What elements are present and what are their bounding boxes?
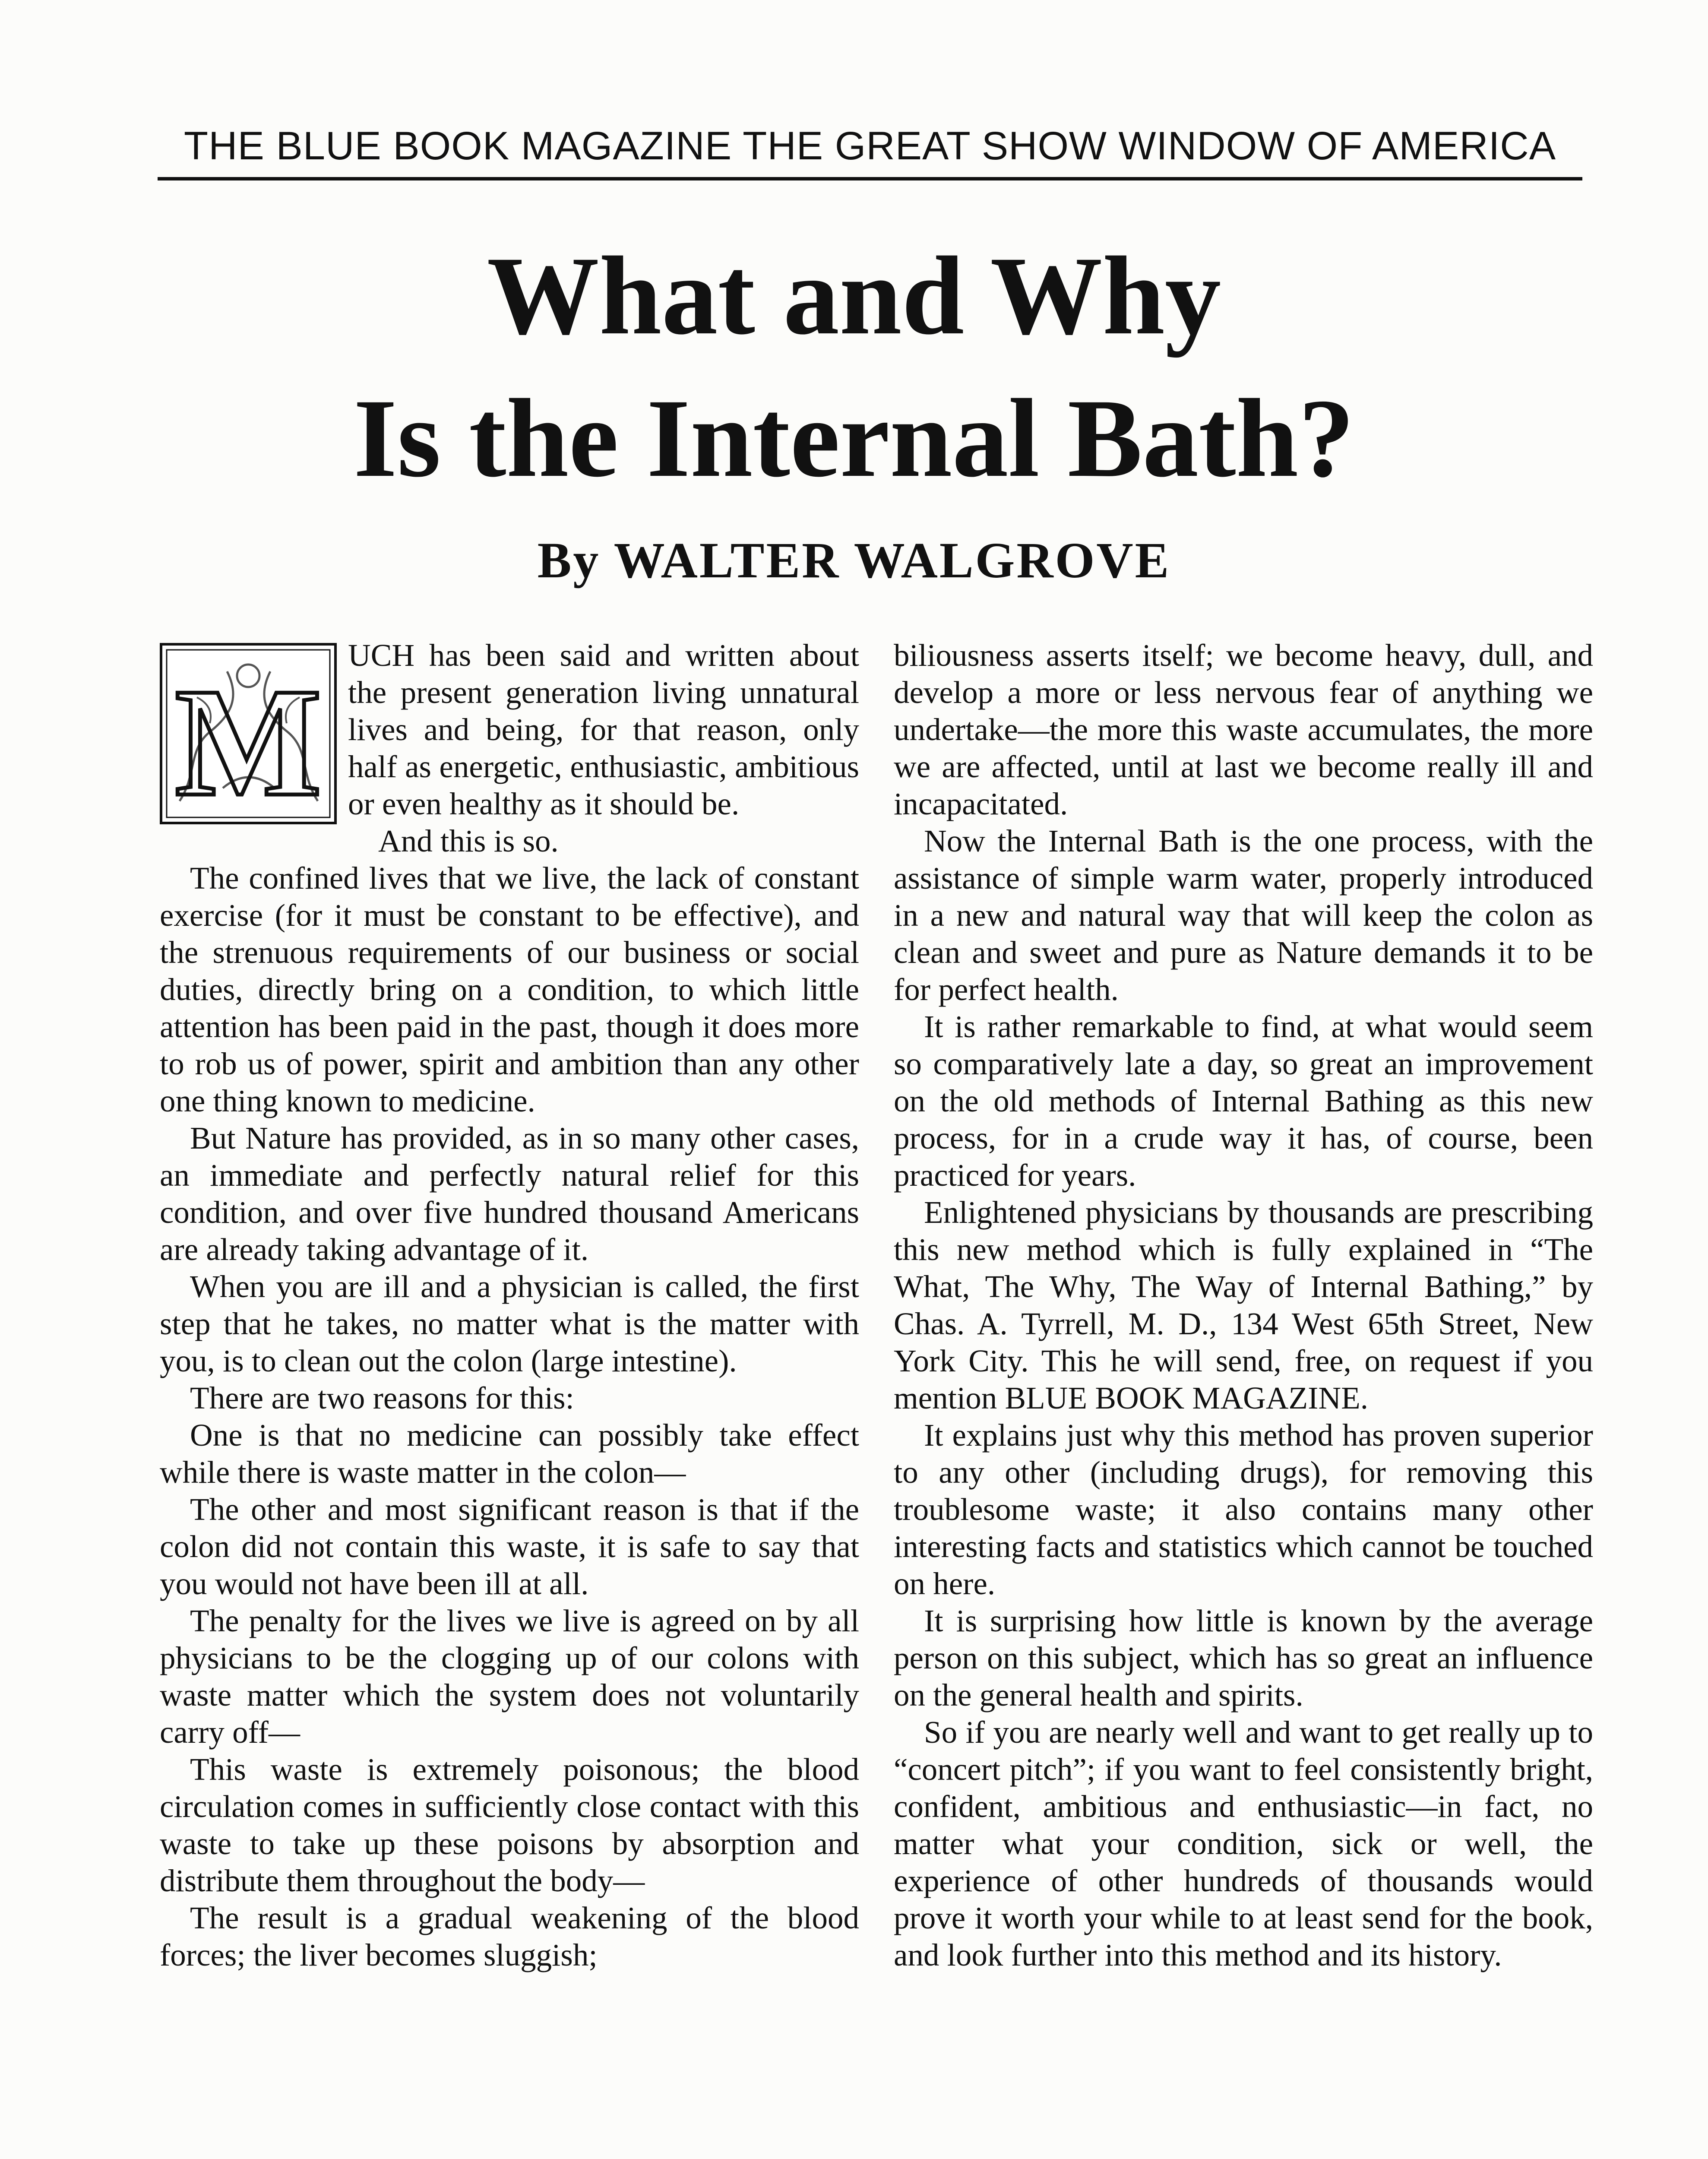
paragraph: So if you are nearly well and want to get really up to “concert pitch”; if you want to feel consistently bright, confident, ambitious and enthusiastic—in fact, no matter what your condition, sick or well, the experience of other hundreds of thousands would prove it worth your while to at least send for the book, and look further into this method and its history. <box>894 1715 1593 1972</box>
article-byline: By WALTER WALGROVE <box>537 532 1171 589</box>
ornament-vine-icon <box>162 646 334 822</box>
article-column-left <box>160 637 859 1974</box>
header-rule <box>158 177 1582 180</box>
drop-cap-letter: M <box>175 656 322 822</box>
paragraph: But Nature has provided, as in so many other cases, an immediate and perfectly natural relief for this condition, and over five hundred thousand Americans are already taking advantage of it. <box>160 1121 859 1267</box>
paragraph: It is surprising how little is known by the average person on this subject, which has so great an influence on the general health and spirits. <box>894 1603 1593 1713</box>
paragraph: One is that no medicine can possibly take effect while there is waste matter in the colon— <box>160 1418 859 1490</box>
title-line-1: What and Why <box>487 234 1221 358</box>
paragraph: The penalty for the lives we live is agreed on by all physicians to be the clogging up of our colons with waste matter which the system does not voluntarily carry off— <box>160 1603 859 1750</box>
paragraph: The result is a gradual weakening of the blood forces; the liver becomes sluggish; <box>160 1900 859 1972</box>
paragraph: Now the Internal Bath is the one process, with the assistance of simple warm water, properly introduced in a new and natural way that will keep the colon as clean and sweet and pure as Nature demands it to be for perfect health. <box>894 823 1593 1007</box>
paragraph: And this is so. <box>378 823 559 858</box>
paragraph: The other and most significant reason is that if the colon did not contain this waste, it is safe to say that you would not have been ill at all. <box>160 1492 859 1601</box>
paragraph: This waste is extremely poisonous; the blood circulation comes in sufficiently close contact with this waste to take up these poisons by absorption and distribute them throughout the body— <box>160 1752 859 1898</box>
paragraph: biliousness asserts itself; we become heavy, dull, and develop a more or less nervous fear of anything we undertake—the more this waste accumulates, the more we are affected, until at last we become really ill and incapacitated. <box>894 638 1593 821</box>
article-column-right <box>894 637 1593 1974</box>
paragraph: When you are ill and a physician is called, the first step that he takes, no matter what is the matter with you, is to clean out the colon (large intestine). <box>160 1269 859 1378</box>
title-line-2: Is the Internal Bath? <box>353 376 1355 500</box>
paragraph: There are two reasons for this: <box>190 1380 574 1415</box>
article-title <box>130 225 1578 510</box>
paragraph: UCH has been said and written about the present generation living unnatural lives and being, for that reason, only half as energetic, enthusiastic, ambitious or even healthy as it should be. <box>348 638 859 821</box>
paragraph: It is rather remarkable to find, at what would seem so comparatively late a day, so great an improvement on the old methods of Internal Bathing as this new process, for in a crude way it has, of course, been practiced for years. <box>894 1009 1593 1193</box>
magazine-header: THE BLUE BOOK MAGAZINE THE GREAT SHOW WINDOW OF AMERICA <box>183 124 1556 168</box>
paragraph: Enlightened physicians by thousands are prescribing this new method which is fully explained in “The What, The Why, The Way of Internal Bathing,” by Chas. A. Tyrrell, M. D., 134 West 65th Street, New York City. This he will send, free, on request if you mention BLUE BOOK MAGAZINE. <box>894 1195 1593 1415</box>
drop-cap-ornament <box>160 643 337 824</box>
paragraph: The confined lives that we live, the lack of constant exercise (for it must be constant to be effective), and the strenuous requirements of our business or social duties, directly bring on a condition, to which little attention has been paid in the past, though it does more to rob us of power, spirit and ambition than any other one thing known to medicine. <box>160 861 859 1118</box>
paragraph: It explains just why this method has proven superior to any other (including drugs), for removing this troublesome waste; it also contains many other interesting facts and statistics which cannot be touched on here. <box>894 1418 1593 1601</box>
